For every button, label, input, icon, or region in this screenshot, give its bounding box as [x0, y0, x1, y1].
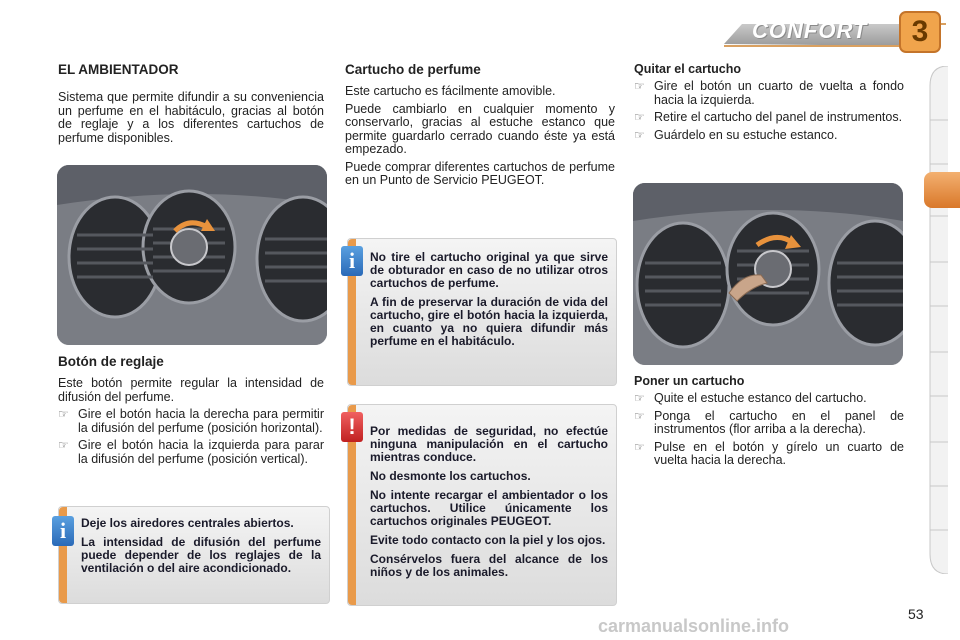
chapter-title: CONFORT [752, 18, 868, 43]
bullet-icon: ☞ [58, 407, 69, 421]
intro-text: Sistema que permite difundir a su conveniencia un perfume en el habitáculo, gracias al botón de reglaje y a los diferentes cartuchos de perfume disponibles. [58, 90, 324, 145]
list-item: ☞ Gire el botón hacia la izquierda para parar la difusión del perfume (posición vertical). [58, 438, 324, 466]
warning-text: Por medidas de seguridad, no efectúe ninguna manipulación en el cartucho mientras conduce. [370, 424, 608, 464]
insert-section-title: Poner un cartucho [634, 374, 745, 388]
info-text: A fin de preservar la duración de vida del cartucho, gire el botón hacia la izquierda, en cuanto ya no quiera difundir más perfume en el habitáculo. [370, 295, 608, 348]
bullet-icon: ☞ [634, 79, 645, 93]
list-item: ☞ Retire el cartucho del panel de instrumentos. [634, 110, 903, 124]
warning-text: Evite todo contacto con la piel y los ojos. [370, 533, 606, 547]
info-box [347, 238, 617, 386]
cartridge-removal-photo [633, 183, 903, 365]
list-item: ☞ Quite el estuche estanco del cartucho. [634, 391, 867, 405]
cartridge-p1: Este cartucho es fácilmente amovible. [345, 84, 556, 98]
warning-text: No intente recargar el ambientador o los cartuchos. Utilice únicamente los cartuchos originales PEUGEOT. [370, 488, 608, 528]
bullet-icon: ☞ [58, 438, 69, 452]
dashboard-knob-photo [57, 165, 327, 345]
chapter-tabs [926, 66, 948, 574]
knob-section-title: Botón de reglaje [58, 354, 164, 369]
info-icon: i [52, 516, 74, 546]
info-icon: i [341, 246, 363, 276]
remove-section-title: Quitar el cartucho [634, 62, 741, 76]
chapter-number: 3 [911, 15, 929, 48]
tab-chapter-3[interactable] [924, 172, 960, 208]
list-item: ☞ Pulse en el botón y gírelo un cuarto de vuelta hacia la derecha. [634, 439, 904, 467]
list-item: ☞ Guárdelo en su estuche estanco. [634, 127, 838, 142]
list-item: ☞ Gire el botón hacia la derecha para permitir la difusión del perfume (posición horizontal). [58, 407, 324, 435]
bullet-icon: ☞ [634, 439, 645, 454]
section-title: EL AMBIENTADOR [58, 62, 179, 77]
info-text: Deje los airedores centrales abiertos. [81, 516, 294, 530]
list-item: ☞ Gire el botón un cuarto de vuelta a fondo hacia la izquierda. [634, 79, 904, 107]
cartridge-p3: Puede comprar diferentes cartuchos de perfume en un Punto de Servicio PEUGEOT. [345, 159, 615, 187]
warning-text: Consérvelos fuera del alcance de los niños y de los animales. [370, 552, 608, 579]
watermark: carmanualsonline.info [598, 616, 790, 636]
knob-text: Este botón permite regular la intensidad de difusión del perfume. [58, 376, 324, 404]
info-box [58, 506, 330, 604]
bullet-icon: ☞ [634, 110, 645, 124]
list-item: ☞ Ponga el cartucho en el panel de instrumentos (flor arriba a la derecha). [634, 408, 904, 436]
warning-icon: ! [341, 412, 363, 442]
page-number: 53 [908, 606, 924, 622]
cartridge-section-title: Cartucho de perfume [345, 62, 481, 77]
bullet-icon: ☞ [634, 408, 645, 423]
bullet-icon: ☞ [634, 127, 645, 142]
info-text: La intensidad de difusión del perfume puede depender de los reglajes de la ventilación o del aire acondicionado. [81, 535, 321, 575]
bullet-icon: ☞ [634, 391, 645, 405]
warning-text: No desmonte los cartuchos. [370, 469, 531, 483]
cartridge-p2: Puede cambiarlo en cualquier momento y conservarlo, gracias al estuche estanco que permite guardarlo cerrado cuando éste ya está empezado. [345, 101, 615, 156]
info-text: No tire el cartucho original ya que sirve de obturador en caso de no utilizar otros cartuchos de perfume. [370, 250, 608, 290]
warning-box [347, 404, 617, 606]
